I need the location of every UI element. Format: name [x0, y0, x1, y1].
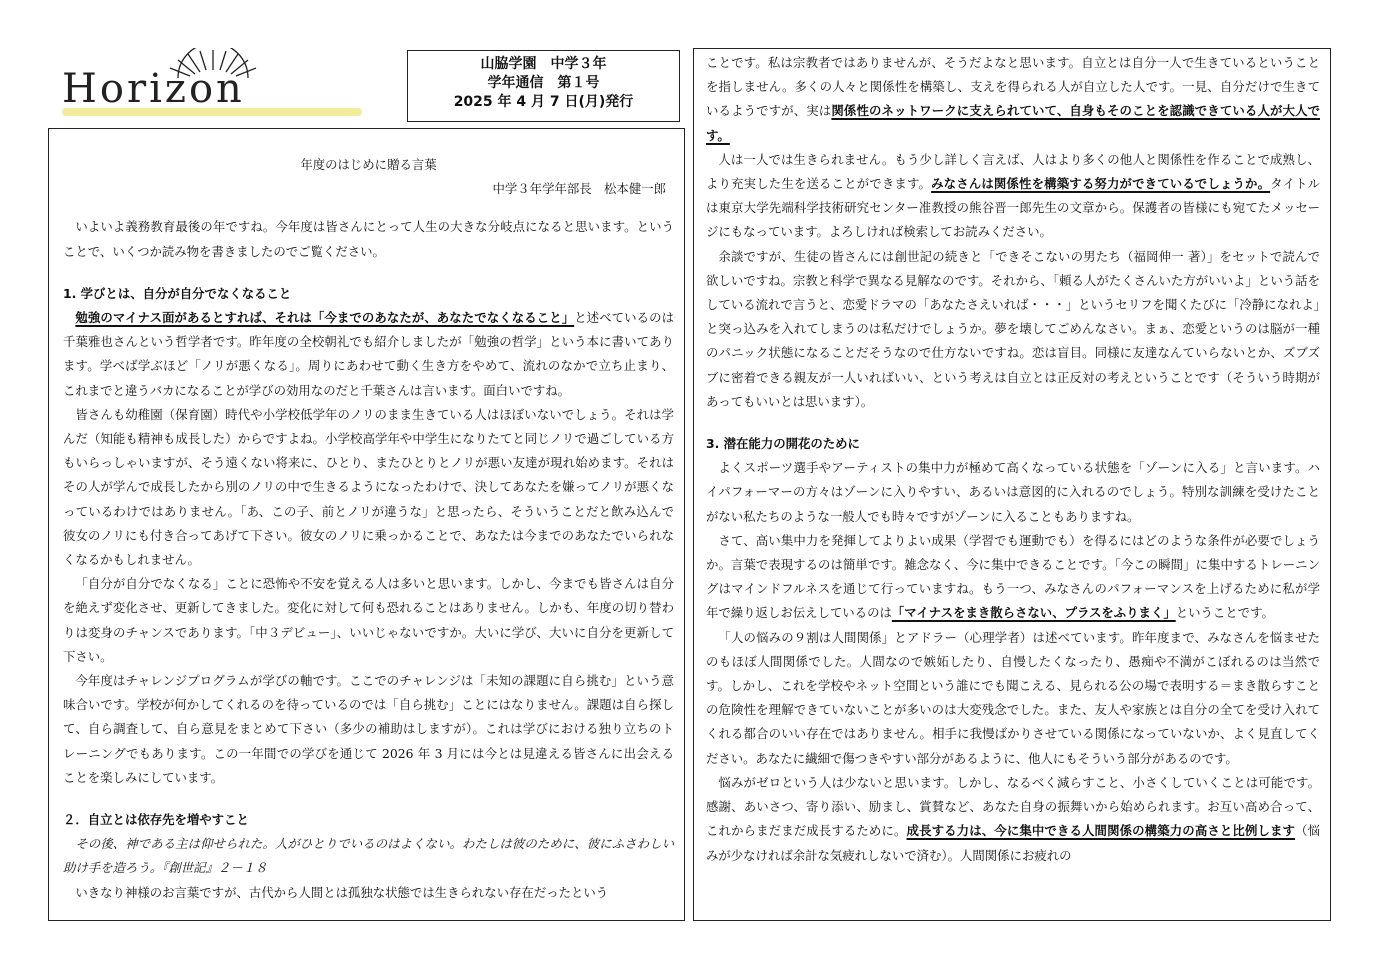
section2-emphasis1: 関係性のネットワークに支えられていて、自身もそのことを認識できている人が大人です。 [706, 103, 1320, 143]
newsletter-header [407, 50, 680, 122]
section2-paragraph3: 余談ですが、生徒の皆さんには創世記の続きと「できそこないの男たち（福岡伸一 著）」をセットで読んで欲しいですね。宗教と科学で異なる見解なのです。それから、「頼る人がたくさんいた方がいいよ」という話をしている流れで言うと、恋愛ドラマの「あなたさえいれば・・・」というセリフを聞くたびに「冷静になれよ」と突っ込みを入れてしまうのは私だけでしょうか。夢を壊してごめんなさい。まぁ、恋愛というのは脳が一種のパニック状態になることだそうなので仕方ないですね。恋は盲目。同様に友達なんていらないとか、ズブズブに密着できる親友が一人いればいい、という考えは自立とは正反対の考えということです（そういう時期があってもいいとは思います）。 [706, 248, 1321, 409]
logo-text: Horizon [62, 66, 245, 112]
bible-quote: その後、神である主は仰せられた。人がひとりでいるのはよくない。わたしは彼のために、彼にふさわしい助け手を造ろう。『創世記』２－１８ [63, 836, 674, 876]
section1-paragraph2: 皆さんも幼稚園（保育園）時代や小学校低学年のノリのまま生きている人はほぼいないでしょう。それは学んだ（知能も精神も成長した）からですよね。小学校高学年や中学生になりたてと同じノリで過ごしている方もいらっしゃいますが、そう遠くない将来に、ひとり、またひとりとノリが悪い友達が現れ始めます。それはその人が学んで成長したから別のノリの中で生きるようになったわけで、決してあなたを嫌ってノリが悪くなっているわけではありません。「あ、この子、前とノリが違うな」と思ったら、そういうことだと飲み込んで彼女のノリにも付き合ってあげて下さい。彼女のノリに乗っかることで、あなたは今までのあなたでいられなくなるかもしれません。 [63, 406, 674, 568]
section1-paragraph1: 勉強のマイナス面があるとすれば、それは「今までのあなたが、あなたでなくなること」と述べているのは千葉雅也さんという哲学者です。昨年度の全校朝礼でも紹介しましたが「勉強の哲学」という本に書いてあります。学べば学ぶほど「ノリが悪くなる」。周りにあわせて動く生き方をやめて、流れのなかで立ち止まり、これまでと違うバカになることが学びの効用なのだと千葉さんは言います。面白いですね。 [63, 310, 674, 398]
section2-paragraph1: いきなり神様のお言葉ですが、古代から人間とは孤独な状態では生きられない存在だったという [75, 884, 609, 900]
section3-paragraph1: よくスポーツ選手やアーティストの集中力が極めて高くなっている状態を「ゾーンに入る」と言います。ハイパフォーマーの方々はゾーンに入りやすい、あるいは意図的に入れるのでしょう。特別な訓練を受けたことがない私たちのような一般人でも時々ですがゾーンに入ることもありますね。 [706, 460, 1320, 524]
issue-date: 2025 年 4 月 7 日(月)発行 [453, 94, 634, 110]
left-column [48, 128, 685, 921]
horizon-logo [58, 48, 368, 120]
section3-paragraph4: 悩みがゼロという人は少ないと思います。しかし、なるべく減らすこと、小さくしていくことは可能です。感謝、あいさつ、寄り添い、励まし、賞賛など、あなた自身の振舞いから始められます。お互い高め合って、これからまだまだ成長するために。成長する力は、今に集中できる人間関係の構築力の高さと比例します（悩みが少なければ余計な気疲れしないで済む）。人間関係にお疲れの [706, 774, 1321, 863]
section3-emphasis2: 成長する力は、今に集中できる人間関係の構築力の高さと比例します [906, 823, 1296, 839]
section1-paragraph4: 今年度はチャレンジプログラムが学びの軸です。ここでのチャレンジは「未知の課題に自ら挑む」という意味合いです。学校が何かしてくれるのを待っているのでは「自ら挑む」ことにはなりません。課題は自ら探して、自ら調査して、自ら意見をまとめて下さい（多少の補助はしますが）。これは学びにおける独り立ちのトレーニングでもあります。この一年間での学びを通じて 2026 年 3 月には今とは見違える皆さんに出会えることを楽しみにしています。 [63, 673, 674, 785]
section2-paragraph1-cont: ことです。私は宗教者ではありませんが、そうだよなと思います。自立とは自分一人で生きているということを指しません。多くの人々と関係性を構築し、支えを得られる人が自立した人です。一見、自分だけで生きているようですが、実は関係性のネットワークに支えられていて、自身もそのことを認識できている人が大人です。 [706, 55, 1320, 143]
article-title: 年度のはじめに贈る言葉 [300, 157, 437, 172]
section2-paragraph2: 人は一人では生きられません。もう少し詳しく言えば、人はより多くの他人と関係性を作ることで成熟し、より充実した生を送ることができます。みなさんは関係性を構築する努力ができているでしょうか。タイトルは東京大学先端科学技術研究センター准教授の熊谷晋一郎先生の文章から。保護者の皆様にも宛てたメッセージにもなっています。よろしければ検索してお読みください。 [706, 151, 1320, 240]
right-column [693, 48, 1331, 921]
section2-heading: ２．自立とは依存先を増やすこと [63, 812, 249, 828]
section1-heading: 1. 学びとは、自分が自分でなくなること [63, 285, 292, 301]
section2-emphasis2: みなさんは関係性を構築する努力ができているでしょうか。 [931, 176, 1271, 192]
section3-heading: 3. 潜在能力の開花のために [706, 436, 860, 452]
section1-emphasis: 勉強のマイナス面があるとすれば、それは「今までのあなたが、あなたでなくなること」 [75, 310, 575, 326]
school-grade: 山脇学園 中学３年 [480, 56, 607, 72]
intro-paragraph: いよいよ義務教育最後の年ですね。今年度は皆さんにとって人生の大きな分岐点になると思います。ということで、いくつか読み物を書きましたのでご覧ください。 [63, 219, 674, 259]
issue-title: 学年通信 第１号 [487, 75, 600, 91]
section3-paragraph2: さて、高い集中力を発揮してよりよい成果（学習でも運動でも）を得るにはどのような条件が必要でしょうか。言葉で表現するのは簡単です。雑念なく、今に集中できることです。「今この瞬間」に集中するトレーニングはマインドフルネスを通じて行っていますね。もう一つ、みなさんのパフォーマンスを上げるために私が学年で繰り返しお伝えしているのは「マイナスをまき散らさない、プラスをふりまく」ということです。 [706, 532, 1320, 621]
section1-paragraph3: 「自分が自分でなくなる」ことに恐怖や不安を覚える人は多いと思います。しかし、今までも皆さんは自分を絶えず変化させ、更新してきました。変化に対して何も恐れることはありません。しかも、年度の切り替わりは変身のチャンスであります。「中３デビュー」、いいじゃないですか。大いに学び、大いに自分を更新して下さい。 [63, 576, 674, 664]
article-author: 中学３年学年部長 松本健一郎 [492, 181, 666, 197]
section3-paragraph3: 「人の悩みの９割は人間関係」とアドラー（心理学者）は述べています。昨年度まで、みなさんを悩ませたのもほぼ人間関係でした。人間なので嫉妬したり、自慢したくなったり、愚痴や不満がこぼれるのは当然です。しかし、これを学校やネット空間という誰にでも聞こえる、見られる公の場で表明する＝まき散らすことの危険性を理解できていないことが多いのは大変残念でした。また、友人や家族とは自分の全てを受け入れてくれる都合のいい存在ではありません。相手に我慢ばかりさせている関係になっていないか、よく見直してください。あなたに繊細で傷つきやすい部分があるように、他人にもそういう部分があるのです。 [706, 629, 1320, 766]
section3-emphasis1: 「マイナスをまき散らさない、プラスをふりまく」 [891, 605, 1176, 621]
